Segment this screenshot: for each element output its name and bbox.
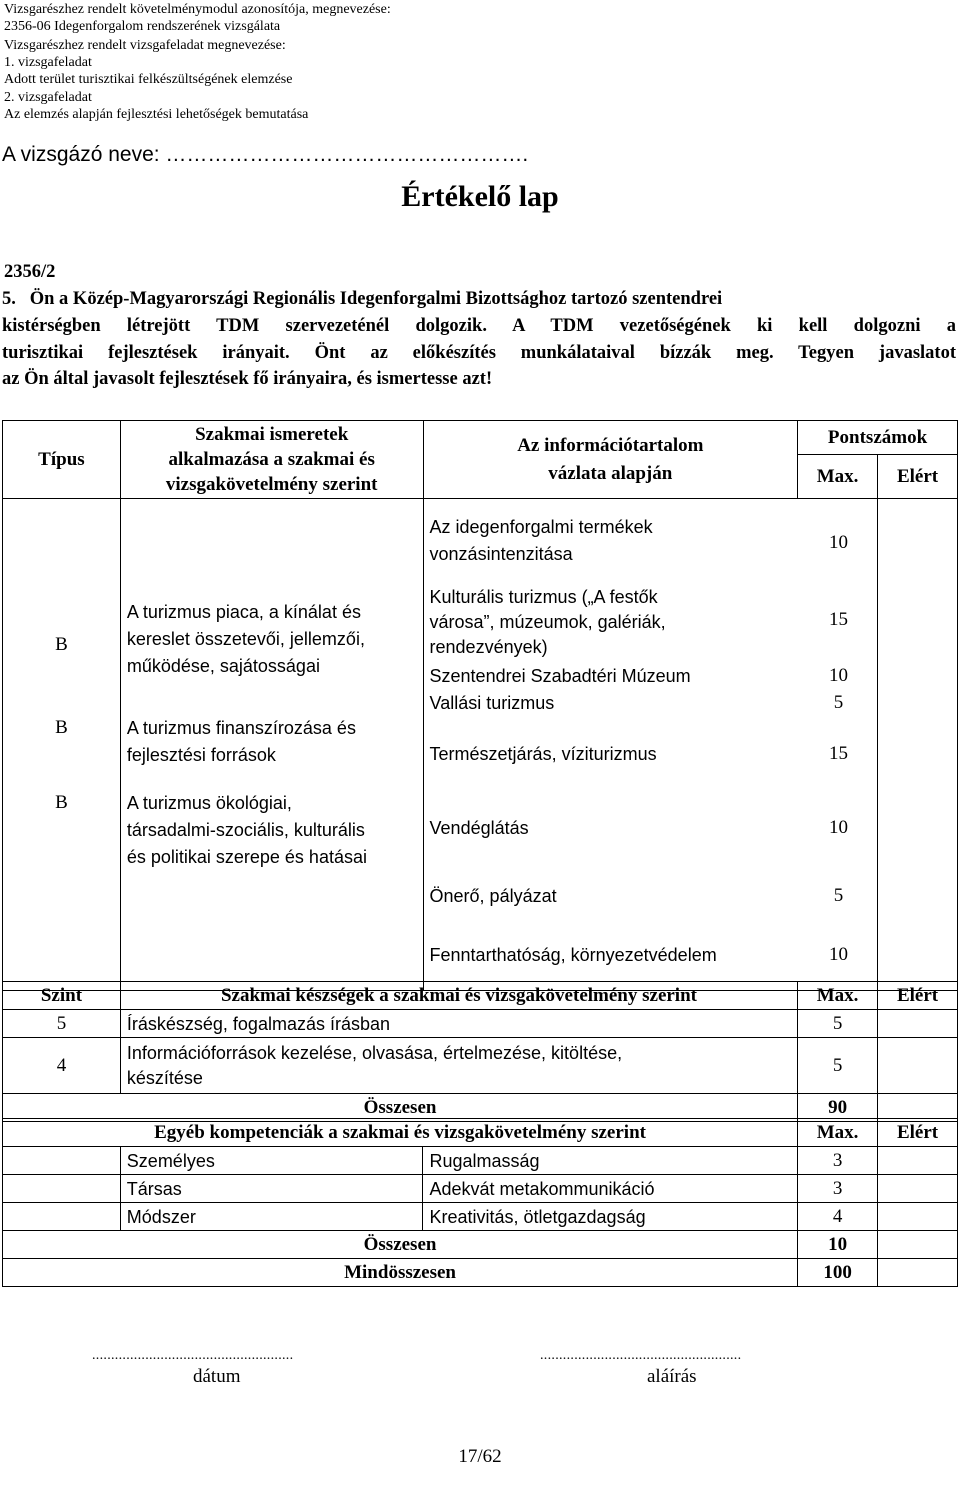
competency-3-type: Módszer bbox=[120, 1203, 423, 1231]
skills-max-header: Max. bbox=[798, 982, 878, 1010]
skill-1-elert[interactable] bbox=[878, 1010, 958, 1038]
item-8-max: 10 bbox=[829, 944, 849, 965]
item-2-text: Kulturális turizmus („A festők városa”, múzeumok, galériák, rendezvények) bbox=[429, 587, 666, 657]
skill-1-max: 5 bbox=[798, 1010, 878, 1038]
knowledge-1: A turizmus piaca, a kínálat és kereslet összetevői, jellemzői, működése, sajátosságai bbox=[126, 602, 365, 676]
col-info-header: Az információtartalom vázlata alapján bbox=[423, 421, 798, 499]
item-6-max: 10 bbox=[829, 817, 849, 838]
item-4-max: 5 bbox=[833, 692, 844, 713]
date-line: ..................................................... bbox=[92, 1348, 294, 1363]
page-number: 17/62 bbox=[458, 1446, 502, 1467]
item-8-text: Fenntarthatóság, környezetvédelem bbox=[429, 945, 717, 965]
task-line-2: kistérségben létrejött TDM szervezeténél dolgozik. A TDM vezetőségének ki kell dolgozni a bbox=[2, 316, 956, 336]
task-line-4: az Ön által javasolt fejlesztések fő irányaira, és ismertesse azt! bbox=[2, 369, 493, 389]
type-b-2: B bbox=[55, 717, 68, 738]
item-1-text: Az idegenforgalmi termékek vonzásintenzitása bbox=[429, 517, 653, 564]
type-b-3: B bbox=[55, 792, 68, 813]
competencies-elert-header: Elért bbox=[878, 1119, 958, 1147]
competency-1-max: 3 bbox=[798, 1147, 878, 1175]
item-7-text: Önerő, pályázat bbox=[429, 886, 557, 906]
task-label: Vizsgarészhez rendelt vizsgafeladat megnevezése: bbox=[4, 38, 286, 53]
competency-2-max: 3 bbox=[798, 1175, 878, 1203]
competency-3-max: 4 bbox=[798, 1203, 878, 1231]
type-cell bbox=[3, 499, 121, 991]
type-b-1: B bbox=[55, 634, 68, 655]
competency-3-elert[interactable] bbox=[878, 1203, 958, 1231]
knowledge-2: A turizmus finanszírozása és fejlesztési források bbox=[126, 718, 356, 765]
item-5-text: Természetjárás, víziturizmus bbox=[429, 744, 657, 764]
item-4-text: Vallási turizmus bbox=[429, 693, 555, 713]
skill-1-name: Íráskészség, fogalmazás írásban bbox=[120, 1010, 797, 1038]
col-tipus-header: Típus bbox=[3, 421, 121, 499]
task-2-number: 2. vizsgafeladat bbox=[4, 90, 92, 105]
skill-2-max: 5 bbox=[798, 1038, 878, 1094]
col-max-header: Max. bbox=[798, 455, 878, 499]
task-1-name: Adott terület turisztikai felkészültségének elemzése bbox=[4, 72, 293, 87]
competency-2-spacer bbox=[3, 1175, 121, 1203]
grand-total-label: Mindösszesen bbox=[3, 1259, 798, 1287]
competencies-total-label: Összesen bbox=[3, 1231, 798, 1259]
knowledge-cell bbox=[120, 499, 423, 991]
skills-total-value: 90 bbox=[798, 1094, 878, 1122]
col-szint-header: Szint bbox=[3, 982, 121, 1010]
competencies-total-elert[interactable] bbox=[878, 1231, 958, 1259]
elert-cell[interactable] bbox=[878, 499, 958, 991]
competencies-table bbox=[2, 1118, 958, 1287]
skills-header: Szakmai készségek a szakmai és vizsgakövetelmény szerint bbox=[120, 982, 797, 1010]
grand-total-elert[interactable] bbox=[878, 1259, 958, 1287]
task-2-name: Az elemzés alapján fejlesztési lehetőségek bemutatása bbox=[4, 107, 309, 122]
item-1-max: 10 bbox=[829, 532, 849, 553]
competencies-total-value: 10 bbox=[798, 1231, 878, 1259]
competency-1-elert[interactable] bbox=[878, 1147, 958, 1175]
date-label: dátum bbox=[193, 1366, 241, 1387]
competency-1-type: Személyes bbox=[120, 1147, 423, 1175]
competency-3-name: Kreativitás, ötletgazdagság bbox=[423, 1203, 798, 1231]
skills-elert-header: Elért bbox=[878, 982, 958, 1010]
knowledge-table bbox=[2, 420, 958, 991]
competency-2-type: Társas bbox=[120, 1175, 423, 1203]
skill-2-level: 4 bbox=[3, 1038, 121, 1094]
competency-1-name: Rugalmasság bbox=[423, 1147, 798, 1175]
task-line-1: 5. Ön a Közép-Magyarországi Regionális Idegenforgalmi Bizottsághoz tartozó szentendrei bbox=[2, 289, 723, 309]
signature-line: ..................................................... bbox=[540, 1348, 742, 1363]
grand-total-value: 100 bbox=[798, 1259, 878, 1287]
item-3-max: 10 bbox=[829, 665, 849, 686]
col-elert-header: Elért bbox=[878, 455, 958, 499]
skills-table bbox=[2, 981, 958, 1122]
knowledge-3: A turizmus ökológiai, társadalmi-szociális, kulturális és politikai szerepe és hatásai bbox=[126, 793, 367, 867]
item-2-max: 15 bbox=[829, 609, 849, 630]
competency-3-spacer bbox=[3, 1203, 121, 1231]
item-3-text: Szentendrei Szabadtéri Múzeum bbox=[429, 666, 691, 686]
col-points-header: Pontszámok bbox=[798, 421, 958, 455]
module-label: Vizsgarészhez rendelt követelménymodul azonosítója, megnevezése: bbox=[4, 2, 391, 17]
candidate-name-field: A vizsgázó neve: ……………………………………………. bbox=[2, 143, 529, 166]
item-7-max: 5 bbox=[833, 885, 844, 906]
competency-2-name: Adekvát metakommunikáció bbox=[423, 1175, 798, 1203]
item-5-max: 15 bbox=[829, 743, 849, 764]
exam-code: 2356/2 bbox=[4, 262, 56, 282]
item-6-text: Vendéglátás bbox=[429, 818, 529, 838]
info-cell bbox=[423, 499, 878, 991]
task-1-number: 1. vizsgafeladat bbox=[4, 55, 92, 70]
page-title: Értékelő lap bbox=[401, 180, 559, 213]
competencies-max-header: Max. bbox=[798, 1119, 878, 1147]
module-name: 2356-06 Idegenforgalom rendszerének vizsgálata bbox=[4, 19, 281, 34]
skills-total-label: Összesen bbox=[3, 1094, 798, 1122]
col-knowledge-header: Szakmai ismeretek alkalmazása a szakmai és vizsgakövetelmény szerint bbox=[120, 421, 423, 499]
skill-1-level: 5 bbox=[3, 1010, 121, 1038]
competency-1-spacer bbox=[3, 1147, 121, 1175]
competencies-header: Egyéb kompetenciák a szakmai és vizsgakövetelmény szerint bbox=[3, 1119, 798, 1147]
skill-2-elert[interactable] bbox=[878, 1038, 958, 1094]
competency-2-elert[interactable] bbox=[878, 1175, 958, 1203]
skill-2-name: Információforrások kezelése, olvasása, értelmezése, kitöltése, készítése bbox=[120, 1038, 797, 1094]
signature-label: aláírás bbox=[647, 1366, 697, 1387]
task-line-3: turisztikai fejlesztések irányait. Önt az előkészítés munkálataival bízzák meg. Tegyen javaslatot bbox=[2, 343, 956, 363]
